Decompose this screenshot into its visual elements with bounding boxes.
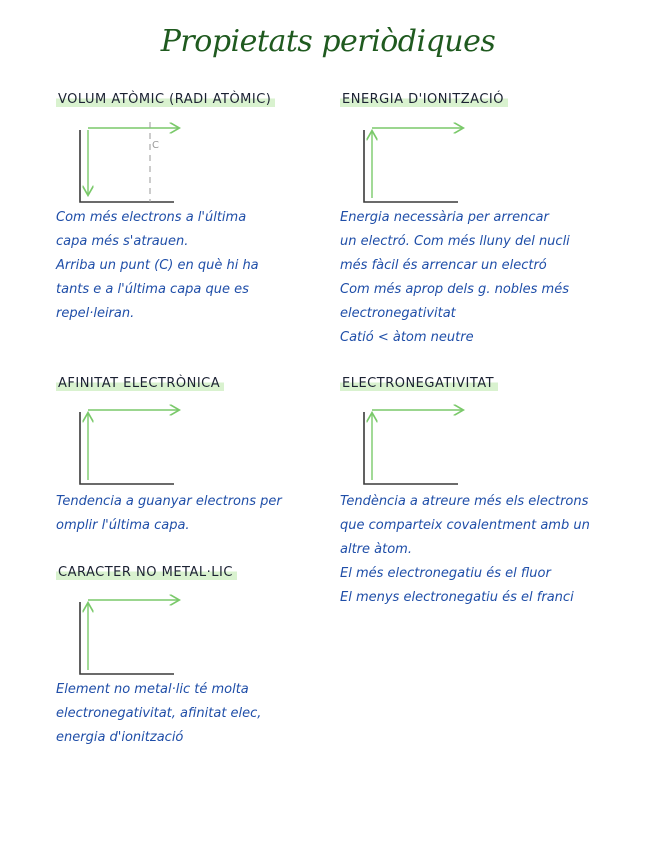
text-volum-atomic xyxy=(56,206,259,326)
heading-caracter-no-metallic: CARACTER NO METAL·LIC xyxy=(56,565,237,580)
heading-energia-ionitzacio: ENERGIA D'IONITZACIÓ xyxy=(340,92,508,107)
marker-c: C xyxy=(152,140,159,151)
diagram-electronegativitat xyxy=(358,400,478,490)
text-line: Tendencia a guanyar electrons per xyxy=(56,494,282,509)
text-line: un electró. Com més lluny del nucli xyxy=(340,234,570,249)
heading-electronegativitat: ELECTRONEGATIVITAT xyxy=(340,376,498,391)
text-line: Catió < àtom neutre xyxy=(340,330,474,345)
text-line: altre àtom. xyxy=(340,542,412,557)
text-energia-ionitzacio xyxy=(340,206,570,350)
text-electronegativitat xyxy=(340,490,590,610)
diagram-energia-ionitzacio xyxy=(358,118,478,208)
text-line: Arriba un punt (C) en què hi ha xyxy=(56,258,259,273)
heading-afinitat-electronica: AFINITAT ELECTRÒNICA xyxy=(56,376,224,391)
heading-volum-atomic: VOLUM ATÒMIC (RADI ATÒMIC) xyxy=(56,92,275,107)
text-line: Com més aprop dels g. nobles més xyxy=(340,282,569,297)
diagram-caracter-no-metallic xyxy=(74,590,194,680)
text-line: energia d'ionització xyxy=(56,730,184,745)
text-line: que comparteix covalentment amb un xyxy=(340,518,590,533)
text-afinitat-electronica xyxy=(56,490,282,538)
text-line: Element no metal·lic té molta xyxy=(56,682,249,697)
text-line: El menys electronegatiu és el franci xyxy=(340,590,574,605)
text-line: Energia necessària per arrencar xyxy=(340,210,549,225)
text-line: repel·leiran. xyxy=(56,306,135,321)
diagram-volum-atomic xyxy=(74,118,194,208)
text-line: electronegativitat xyxy=(340,306,456,321)
text-line: El més electronegatiu és el fluor xyxy=(340,566,551,581)
text-line: capa més s'atrauen. xyxy=(56,234,189,249)
text-line: més fàcil és arrencar un electró xyxy=(340,258,547,273)
text-line: Tendència a atreure més els electrons xyxy=(340,494,589,509)
text-line: tants e a l'última capa que es xyxy=(56,282,249,297)
text-line: Com més electrons a l'última xyxy=(56,210,247,225)
text-line: omplir l'última capa. xyxy=(56,518,190,533)
text-line: electronegativitat, afinitat elec, xyxy=(56,706,262,721)
page-title: Propietats periòdiques xyxy=(160,24,496,59)
text-caracter-no-metallic xyxy=(56,678,261,750)
diagram-afinitat-electronica xyxy=(74,400,194,490)
